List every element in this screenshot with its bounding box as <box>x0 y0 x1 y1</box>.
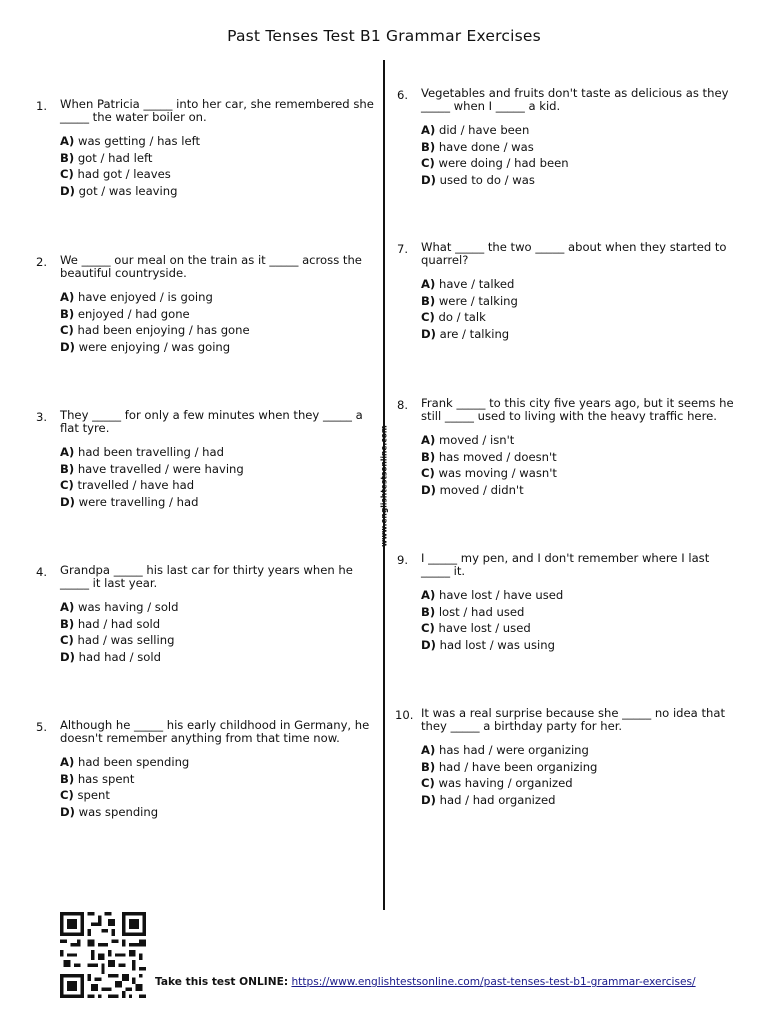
option-d[interactable] <box>60 496 380 509</box>
option-letter: C) <box>60 478 74 492</box>
option-text: were enjoying / was going <box>78 339 231 354</box>
question-8 <box>397 396 741 500</box>
option-a[interactable] <box>421 124 741 137</box>
option-letter: D) <box>60 649 75 664</box>
qr-code-icon[interactable] <box>58 912 148 998</box>
option-text: had been travelling / had <box>77 445 224 459</box>
option-d[interactable] <box>60 185 380 198</box>
option-b[interactable] <box>421 761 741 774</box>
option-letter: B) <box>421 449 436 464</box>
option-b[interactable] <box>60 463 380 476</box>
option-text: has spent <box>77 771 135 786</box>
page-title: Past Tenses Test B1 Grammar Exercises <box>227 27 541 45</box>
option-text: have enjoyed / is going <box>77 290 213 304</box>
option-letter: A) <box>60 134 75 148</box>
footer-label: Take this test ONLINE: <box>155 976 289 988</box>
option-text: was spending <box>78 804 159 819</box>
option-c[interactable] <box>60 789 380 802</box>
option-text: do / talk <box>438 310 486 324</box>
option-letter: D) <box>421 482 436 497</box>
option-text: had been spending <box>77 755 190 769</box>
option-letter: A) <box>60 755 75 769</box>
option-d[interactable] <box>60 806 380 819</box>
option-text: enjoyed / had gone <box>77 306 190 321</box>
option-text: moved / didn't <box>439 482 524 497</box>
option-text: has moved / doesn't <box>438 449 557 464</box>
option-c[interactable] <box>60 634 380 647</box>
option-letter: B) <box>60 461 75 476</box>
option-a[interactable] <box>60 601 380 614</box>
option-letter: B) <box>60 306 75 321</box>
option-letter: D) <box>421 172 436 187</box>
option-text: are / talking <box>439 326 510 341</box>
option-b[interactable] <box>60 308 380 321</box>
option-text: were doing / had been <box>438 156 569 170</box>
option-letter: A) <box>421 588 436 602</box>
question-number: 1. <box>36 99 48 113</box>
option-letter: D) <box>60 183 75 198</box>
question-text: It was a real surprise because she _____ no idea that they _____ a birthday party for her. <box>421 706 725 733</box>
option-letter: C) <box>60 788 74 802</box>
option-text: used to do / was <box>439 172 535 187</box>
option-text: have lost / have used <box>438 588 564 602</box>
option-letter: D) <box>421 792 436 807</box>
option-b[interactable] <box>421 295 741 308</box>
option-letter: C) <box>60 167 74 181</box>
option-d[interactable] <box>60 341 380 354</box>
option-letter: C) <box>421 466 435 480</box>
option-letter: A) <box>60 290 75 304</box>
option-text: moved / isn't <box>438 433 515 447</box>
option-a[interactable] <box>421 744 741 757</box>
question-10 <box>395 706 741 810</box>
question-number: 7. <box>397 242 409 256</box>
site-vertical-text: www.englishtestsonline.com <box>379 425 389 547</box>
option-a[interactable] <box>421 589 741 602</box>
option-text: were travelling / had <box>78 494 199 509</box>
option-letter: B) <box>421 759 436 774</box>
question-3 <box>36 408 380 512</box>
option-c[interactable] <box>421 622 741 635</box>
option-b[interactable] <box>60 618 380 631</box>
question-text: When Patricia _____ into her car, she remembered she _____ the water boiler on. <box>60 97 374 124</box>
option-a[interactable] <box>60 291 380 304</box>
option-text: had / have been organizing <box>438 759 598 774</box>
question-number: 4. <box>36 565 48 579</box>
option-letter: B) <box>421 293 436 308</box>
option-text: had / had organized <box>439 792 556 807</box>
option-letter: D) <box>60 494 75 509</box>
question-text: Grandpa _____ his last car for thirty years when he _____ it last year. <box>60 563 353 590</box>
option-text: spent <box>77 788 110 802</box>
option-text: has had / were organizing <box>438 743 589 757</box>
option-letter: A) <box>60 600 75 614</box>
option-d[interactable] <box>421 484 741 497</box>
option-c[interactable] <box>60 479 380 492</box>
option-letter: B) <box>60 771 75 786</box>
option-letter: C) <box>60 323 74 337</box>
option-text: was getting / has left <box>77 134 201 148</box>
option-letter: D) <box>60 339 75 354</box>
option-text: had / had sold <box>77 616 161 631</box>
option-letter: C) <box>60 633 74 647</box>
option-letter: D) <box>421 326 436 341</box>
option-text: had / was selling <box>77 633 175 647</box>
option-letter: C) <box>421 310 435 324</box>
question-text: Although he _____ his early childhood in Germany, he doesn't remember anything from that time now. <box>60 718 370 745</box>
option-letter: B) <box>421 604 436 619</box>
option-a[interactable] <box>60 135 380 148</box>
question-9 <box>397 551 741 655</box>
option-a[interactable] <box>60 756 380 769</box>
option-a[interactable] <box>421 278 741 291</box>
option-d[interactable] <box>421 174 741 187</box>
question-text: Frank _____ to this city five years ago, but it seems he still _____ used to living with the heavy traffic here. <box>421 396 734 423</box>
question-number: 3. <box>36 410 48 424</box>
question-4 <box>36 563 380 667</box>
option-letter: A) <box>421 433 436 447</box>
question-6 <box>397 86 741 190</box>
option-letter: C) <box>421 621 435 635</box>
option-text: did / have been <box>438 123 530 137</box>
option-c[interactable] <box>421 467 741 480</box>
test-online-link[interactable]: https://www.englishtestsonline.com/past-tenses-test-b1-grammar-exercises/ <box>291 976 696 988</box>
option-text: had had / sold <box>78 649 161 664</box>
question-number: 10. <box>395 708 414 722</box>
question-number: 2. <box>36 255 48 269</box>
option-letter: D) <box>60 804 75 819</box>
option-letter: B) <box>421 139 436 154</box>
option-d[interactable] <box>421 794 741 807</box>
question-text: What _____ the two _____ about when they started to quarrel? <box>421 240 727 267</box>
option-text: have lost / used <box>438 621 531 635</box>
option-letter: C) <box>421 156 435 170</box>
option-letter: D) <box>421 637 436 652</box>
option-d[interactable] <box>60 651 380 664</box>
option-text: have done / was <box>438 139 534 154</box>
question-number: 9. <box>397 553 409 567</box>
question-number: 5. <box>36 720 48 734</box>
option-b[interactable] <box>421 141 741 154</box>
option-letter: B) <box>60 616 75 631</box>
question-text: They _____ for only a few minutes when they _____ a flat tyre. <box>60 408 363 435</box>
question-text: We _____ our meal on the train as it _____ across the beautiful countryside. <box>60 253 362 280</box>
question-number: 6. <box>397 88 409 102</box>
question-5 <box>36 718 380 822</box>
option-a[interactable] <box>60 446 380 459</box>
option-text: got / had left <box>77 150 153 165</box>
option-text: have travelled / were having <box>77 461 244 476</box>
option-d[interactable] <box>421 328 741 341</box>
option-c[interactable] <box>60 324 380 337</box>
question-text: I _____ my pen, and I don't remember where I last _____ it. <box>421 551 710 578</box>
option-text: had lost / was using <box>439 637 555 652</box>
option-letter: B) <box>60 150 75 165</box>
option-b[interactable] <box>421 451 741 464</box>
footer <box>155 976 696 988</box>
option-letter: A) <box>421 123 436 137</box>
question-number: 8. <box>397 398 409 412</box>
question-7 <box>397 240 741 344</box>
option-letter: A) <box>421 277 436 291</box>
option-text: travelled / have had <box>77 478 195 492</box>
option-text: have / talked <box>438 277 515 291</box>
option-b[interactable] <box>421 606 741 619</box>
option-c[interactable] <box>421 157 741 170</box>
option-letter: A) <box>60 445 75 459</box>
option-d[interactable] <box>421 639 741 652</box>
option-c[interactable] <box>421 777 741 790</box>
option-letter: C) <box>421 776 435 790</box>
option-text: were / talking <box>438 293 518 308</box>
option-b[interactable] <box>60 773 380 786</box>
question-2 <box>36 253 380 357</box>
question-1 <box>36 97 380 201</box>
option-text: was having / organized <box>438 776 573 790</box>
question-text: Vegetables and fruits don't taste as delicious as they _____ when I _____ a kid. <box>421 86 729 113</box>
option-a[interactable] <box>421 434 741 447</box>
option-c[interactable] <box>60 168 380 181</box>
option-letter: A) <box>421 743 436 757</box>
option-b[interactable] <box>60 152 380 165</box>
option-text: had got / leaves <box>77 167 171 181</box>
option-c[interactable] <box>421 311 741 324</box>
option-text: had been enjoying / has gone <box>77 323 250 337</box>
option-text: got / was leaving <box>78 183 178 198</box>
option-text: was moving / wasn't <box>438 466 557 480</box>
option-text: was having / sold <box>77 600 179 614</box>
option-text: lost / had used <box>438 604 525 619</box>
